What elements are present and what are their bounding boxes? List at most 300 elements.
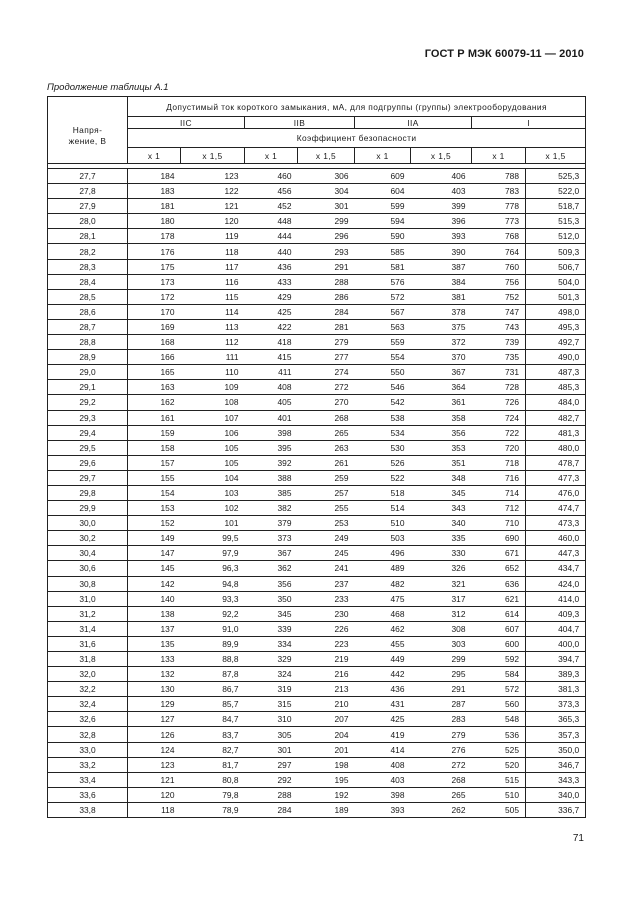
current-cell: 189	[298, 802, 355, 817]
current-cell: 460	[245, 169, 298, 184]
table-row	[48, 727, 586, 742]
current-cell: 542	[355, 395, 411, 410]
current-cell: 85,7	[181, 697, 245, 712]
current-cell: 399	[411, 199, 472, 214]
current-cell: 118	[181, 244, 245, 259]
current-cell: 89,9	[181, 636, 245, 651]
current-cell: 127	[128, 712, 181, 727]
current-cell: 440	[245, 244, 298, 259]
voltage-cell: 33,2	[48, 757, 128, 772]
voltage-cell: 28,4	[48, 274, 128, 289]
table-row	[48, 516, 586, 531]
table-row	[48, 757, 586, 772]
current-cell: 117	[181, 259, 245, 274]
current-cell: 581	[355, 259, 411, 274]
current-cell: 504,0	[526, 274, 586, 289]
current-cell: 123	[128, 757, 181, 772]
table-container	[47, 96, 585, 818]
current-cell: 388	[245, 470, 298, 485]
current-cell: 340	[411, 516, 472, 531]
current-cell: 233	[298, 591, 355, 606]
current-cell: 245	[298, 546, 355, 561]
current-cell: 773	[472, 214, 526, 229]
current-cell: 538	[355, 410, 411, 425]
current-cell: 636	[472, 576, 526, 591]
current-cell: 223	[298, 636, 355, 651]
factor-header: x 1,5	[181, 148, 245, 164]
current-cell: 462	[355, 621, 411, 636]
current-cell: 120	[128, 787, 181, 802]
current-cell: 109	[181, 380, 245, 395]
current-cell: 339	[245, 621, 298, 636]
current-cell: 207	[298, 712, 355, 727]
table-row	[48, 199, 586, 214]
current-cell: 124	[128, 742, 181, 757]
current-cell: 393	[355, 802, 411, 817]
current-cell: 345	[245, 606, 298, 621]
current-cell: 510	[472, 787, 526, 802]
current-cell: 501,3	[526, 289, 586, 304]
current-cell: 173	[128, 274, 181, 289]
current-cell: 485,3	[526, 380, 586, 395]
current-cell: 482,7	[526, 410, 586, 425]
current-cell: 81,7	[181, 757, 245, 772]
current-cell: 270	[298, 395, 355, 410]
voltage-cell: 30,6	[48, 561, 128, 576]
current-cell: 429	[245, 289, 298, 304]
current-cell: 456	[245, 184, 298, 199]
current-cell: 350,0	[526, 742, 586, 757]
table-row	[48, 244, 586, 259]
current-cell: 418	[245, 335, 298, 350]
current-cell: 91,0	[181, 621, 245, 636]
current-cell: 788	[472, 169, 526, 184]
current-cell: 305	[245, 727, 298, 742]
current-cell: 94,8	[181, 576, 245, 591]
current-cell: 724	[472, 410, 526, 425]
voltage-cell: 30,4	[48, 546, 128, 561]
document-header: ГОСТ Р МЭК 60079-11 — 2010	[424, 48, 584, 60]
current-cell: 559	[355, 335, 411, 350]
voltage-cell: 32,6	[48, 712, 128, 727]
current-cell: 481,3	[526, 425, 586, 440]
table-row	[48, 470, 586, 485]
factor-header: x 1,5	[298, 148, 355, 164]
current-cell: 722	[472, 425, 526, 440]
current-cell: 304	[298, 184, 355, 199]
current-cell: 255	[298, 501, 355, 516]
current-cell: 118	[128, 802, 181, 817]
current-cell: 172	[128, 289, 181, 304]
current-cell: 522,0	[526, 184, 586, 199]
current-header: Допустимый ток короткого замыкания, мА, для подгруппы (группы) электрооборудования	[128, 97, 586, 117]
current-cell: 536	[472, 727, 526, 742]
current-cell: 268	[411, 772, 472, 787]
current-cell: 249	[298, 531, 355, 546]
current-cell: 154	[128, 485, 181, 500]
current-cell: 447,3	[526, 546, 586, 561]
current-cell: 594	[355, 214, 411, 229]
table-row	[48, 712, 586, 727]
current-cell: 405	[245, 395, 298, 410]
voltage-cell: 30,2	[48, 531, 128, 546]
current-cell: 192	[298, 787, 355, 802]
current-cell: 387	[411, 259, 472, 274]
current-cell: 396	[411, 214, 472, 229]
current-cell: 515,3	[526, 214, 586, 229]
current-cell: 105	[181, 455, 245, 470]
table-row	[48, 546, 586, 561]
current-cell: 96,3	[181, 561, 245, 576]
current-cell: 147	[128, 546, 181, 561]
current-cell: 265	[298, 425, 355, 440]
current-cell: 530	[355, 440, 411, 455]
current-cell: 198	[298, 757, 355, 772]
current-cell: 389,3	[526, 667, 586, 682]
current-cell: 123	[181, 169, 245, 184]
current-cell: 165	[128, 365, 181, 380]
current-cell: 409,3	[526, 606, 586, 621]
factor-header: x 1	[245, 148, 298, 164]
table-row	[48, 319, 586, 334]
current-cell: 400,0	[526, 636, 586, 651]
current-cell: 576	[355, 274, 411, 289]
current-cell: 135	[128, 636, 181, 651]
current-cell: 425	[355, 712, 411, 727]
current-cell: 159	[128, 425, 181, 440]
current-cell: 315	[245, 697, 298, 712]
current-cell: 444	[245, 229, 298, 244]
voltage-cell: 31,0	[48, 591, 128, 606]
current-cell: 714	[472, 485, 526, 500]
current-cell: 334	[245, 636, 298, 651]
current-cell: 308	[411, 621, 472, 636]
current-cell: 166	[128, 350, 181, 365]
current-cell: 132	[128, 667, 181, 682]
current-cell: 768	[472, 229, 526, 244]
current-cell: 272	[298, 380, 355, 395]
current-cell: 348	[411, 470, 472, 485]
current-cell: 116	[181, 274, 245, 289]
current-cell: 621	[472, 591, 526, 606]
current-cell: 350	[245, 591, 298, 606]
current-cell: 442	[355, 667, 411, 682]
current-cell: 204	[298, 727, 355, 742]
current-cell: 163	[128, 380, 181, 395]
current-cell: 201	[298, 742, 355, 757]
current-cell: 484,0	[526, 395, 586, 410]
voltage-cell: 29,1	[48, 380, 128, 395]
current-cell: 752	[472, 289, 526, 304]
current-cell: 299	[298, 214, 355, 229]
table-row	[48, 274, 586, 289]
current-cell: 495,3	[526, 319, 586, 334]
current-cell: 301	[298, 199, 355, 214]
current-cell: 525	[472, 742, 526, 757]
current-cell: 572	[472, 682, 526, 697]
current-cell: 157	[128, 455, 181, 470]
current-cell: 414	[355, 742, 411, 757]
current-cell: 607	[472, 621, 526, 636]
current-cell: 614	[472, 606, 526, 621]
current-cell: 108	[181, 395, 245, 410]
current-cell: 436	[355, 682, 411, 697]
current-cell: 370	[411, 350, 472, 365]
group-header-i: I	[472, 117, 586, 129]
current-cell: 351	[411, 455, 472, 470]
current-cell: 475	[355, 591, 411, 606]
current-cell: 599	[355, 199, 411, 214]
voltage-cell: 30,0	[48, 516, 128, 531]
factor-header: x 1,5	[411, 148, 472, 164]
current-cell: 288	[298, 274, 355, 289]
current-cell: 585	[355, 244, 411, 259]
table-row	[48, 802, 586, 817]
current-cell: 546	[355, 380, 411, 395]
current-cell: 534	[355, 425, 411, 440]
table-row	[48, 742, 586, 757]
current-cell: 783	[472, 184, 526, 199]
voltage-cell: 33,4	[48, 772, 128, 787]
current-cell: 478,7	[526, 455, 586, 470]
current-cell: 434,7	[526, 561, 586, 576]
current-cell: 361	[411, 395, 472, 410]
current-cell: 548	[472, 712, 526, 727]
current-cell: 92,2	[181, 606, 245, 621]
current-cell: 460,0	[526, 531, 586, 546]
current-cell: 336,7	[526, 802, 586, 817]
current-cell: 105	[181, 440, 245, 455]
current-cell: 284	[245, 802, 298, 817]
current-cell: 210	[298, 697, 355, 712]
current-cell: 505	[472, 802, 526, 817]
voltage-cell: 33,8	[48, 802, 128, 817]
current-cell: 345	[411, 485, 472, 500]
current-cell: 230	[298, 606, 355, 621]
current-cell: 137	[128, 621, 181, 636]
table-row	[48, 425, 586, 440]
current-cell: 408	[355, 757, 411, 772]
current-cell: 756	[472, 274, 526, 289]
voltage-cell: 30,8	[48, 576, 128, 591]
table-row	[48, 591, 586, 606]
current-cell: 498,0	[526, 304, 586, 319]
current-cell: 303	[411, 636, 472, 651]
current-cell: 403	[355, 772, 411, 787]
current-cell: 550	[355, 365, 411, 380]
voltage-cell: 29,5	[48, 440, 128, 455]
current-cell: 343,3	[526, 772, 586, 787]
current-cell: 120	[181, 214, 245, 229]
voltage-cell: 28,0	[48, 214, 128, 229]
current-cell: 760	[472, 259, 526, 274]
current-cell: 425	[245, 304, 298, 319]
voltage-cell: 28,7	[48, 319, 128, 334]
current-cell: 455	[355, 636, 411, 651]
current-cell: 526	[355, 455, 411, 470]
current-cell: 398	[245, 425, 298, 440]
voltage-cell: 29,9	[48, 501, 128, 516]
current-cell: 299	[411, 652, 472, 667]
current-cell: 121	[181, 199, 245, 214]
current-cell: 372	[411, 335, 472, 350]
current-cell: 102	[181, 501, 245, 516]
current-cell: 482	[355, 576, 411, 591]
current-cell: 473,3	[526, 516, 586, 531]
current-cell: 422	[245, 319, 298, 334]
current-cell: 448	[245, 214, 298, 229]
current-cell: 161	[128, 410, 181, 425]
current-cell: 375	[411, 319, 472, 334]
current-cell: 169	[128, 319, 181, 334]
factor-header: x 1	[472, 148, 526, 164]
current-cell: 130	[128, 682, 181, 697]
factor-header: x 1	[355, 148, 411, 164]
current-cell: 279	[411, 727, 472, 742]
current-cell: 436	[245, 259, 298, 274]
current-cell: 287	[411, 697, 472, 712]
table-header	[48, 97, 586, 169]
voltage-cell: 31,2	[48, 606, 128, 621]
current-cell: 326	[411, 561, 472, 576]
current-cell: 356	[245, 576, 298, 591]
current-cell: 404,7	[526, 621, 586, 636]
current-cell: 403	[411, 184, 472, 199]
current-cell: 262	[411, 802, 472, 817]
current-cell: 93,3	[181, 591, 245, 606]
current-cell: 126	[128, 727, 181, 742]
current-cell: 310	[245, 712, 298, 727]
current-cell: 113	[181, 319, 245, 334]
current-cell: 158	[128, 440, 181, 455]
table-row	[48, 259, 586, 274]
current-cell: 168	[128, 335, 181, 350]
current-cell: 119	[181, 229, 245, 244]
current-cell: 716	[472, 470, 526, 485]
current-cell: 319	[245, 682, 298, 697]
current-cell: 80,8	[181, 772, 245, 787]
voltage-cell: 27,8	[48, 184, 128, 199]
current-cell: 84,7	[181, 712, 245, 727]
current-cell: 111	[181, 350, 245, 365]
current-cell: 522	[355, 470, 411, 485]
current-cell: 268	[298, 410, 355, 425]
current-cell: 178	[128, 229, 181, 244]
table-row	[48, 682, 586, 697]
voltage-cell: 31,4	[48, 621, 128, 636]
current-cell: 728	[472, 380, 526, 395]
current-cell: 490,0	[526, 350, 586, 365]
current-cell: 710	[472, 516, 526, 531]
current-cell: 764	[472, 244, 526, 259]
current-cell: 195	[298, 772, 355, 787]
group-header-iic: IIC	[128, 117, 245, 129]
current-cell: 101	[181, 516, 245, 531]
current-cell: 306	[298, 169, 355, 184]
voltage-cell: 29,6	[48, 455, 128, 470]
current-cell: 474,7	[526, 501, 586, 516]
safety-factor-header: Коэффициент безопасности	[128, 129, 586, 148]
voltage-cell: 31,8	[48, 652, 128, 667]
factor-header: x 1,5	[526, 148, 586, 164]
current-cell: 114	[181, 304, 245, 319]
table-row	[48, 335, 586, 350]
current-cell: 145	[128, 561, 181, 576]
current-cell: 78,9	[181, 802, 245, 817]
current-cell: 584	[472, 667, 526, 682]
current-cell: 518	[355, 485, 411, 500]
page-number: 71	[572, 833, 584, 844]
factor-header: x 1	[128, 148, 181, 164]
current-cell: 652	[472, 561, 526, 576]
table-row	[48, 304, 586, 319]
current-cell: 99,5	[181, 531, 245, 546]
table-row	[48, 697, 586, 712]
current-cell: 343	[411, 501, 472, 516]
current-cell: 274	[298, 365, 355, 380]
current-cell: 324	[245, 667, 298, 682]
current-cell: 103	[181, 485, 245, 500]
table-body	[48, 169, 586, 818]
current-cell: 514	[355, 501, 411, 516]
current-cell: 600	[472, 636, 526, 651]
current-cell: 296	[298, 229, 355, 244]
current-cell: 390	[411, 244, 472, 259]
current-cell: 97,9	[181, 546, 245, 561]
current-cell: 358	[411, 410, 472, 425]
table-row	[48, 395, 586, 410]
voltage-cell: 32,0	[48, 667, 128, 682]
voltage-cell: 28,9	[48, 350, 128, 365]
current-cell: 449	[355, 652, 411, 667]
current-cell: 510	[355, 516, 411, 531]
current-cell: 263	[298, 440, 355, 455]
voltage-cell: 28,5	[48, 289, 128, 304]
table-row	[48, 621, 586, 636]
current-cell: 133	[128, 652, 181, 667]
current-cell: 506,7	[526, 259, 586, 274]
current-cell: 492,7	[526, 335, 586, 350]
current-cell: 110	[181, 365, 245, 380]
current-cell: 415	[245, 350, 298, 365]
current-cell: 385	[245, 485, 298, 500]
current-cell: 184	[128, 169, 181, 184]
table-row	[48, 531, 586, 546]
current-cell: 219	[298, 652, 355, 667]
current-cell: 149	[128, 531, 181, 546]
current-cell: 162	[128, 395, 181, 410]
current-cell: 301	[245, 742, 298, 757]
voltage-cell: 28,3	[48, 259, 128, 274]
current-cell: 79,8	[181, 787, 245, 802]
current-cell: 489	[355, 561, 411, 576]
current-cell: 747	[472, 304, 526, 319]
table-row	[48, 289, 586, 304]
current-cell: 381,3	[526, 682, 586, 697]
table-row	[48, 501, 586, 516]
current-cell: 563	[355, 319, 411, 334]
table-row	[48, 667, 586, 682]
current-cell: 731	[472, 365, 526, 380]
current-cell: 712	[472, 501, 526, 516]
current-cell: 340,0	[526, 787, 586, 802]
current-cell: 284	[298, 304, 355, 319]
voltage-cell: 32,8	[48, 727, 128, 742]
voltage-cell: 29,3	[48, 410, 128, 425]
group-header-row	[48, 117, 586, 129]
voltage-cell: 31,6	[48, 636, 128, 651]
current-cell: 353	[411, 440, 472, 455]
